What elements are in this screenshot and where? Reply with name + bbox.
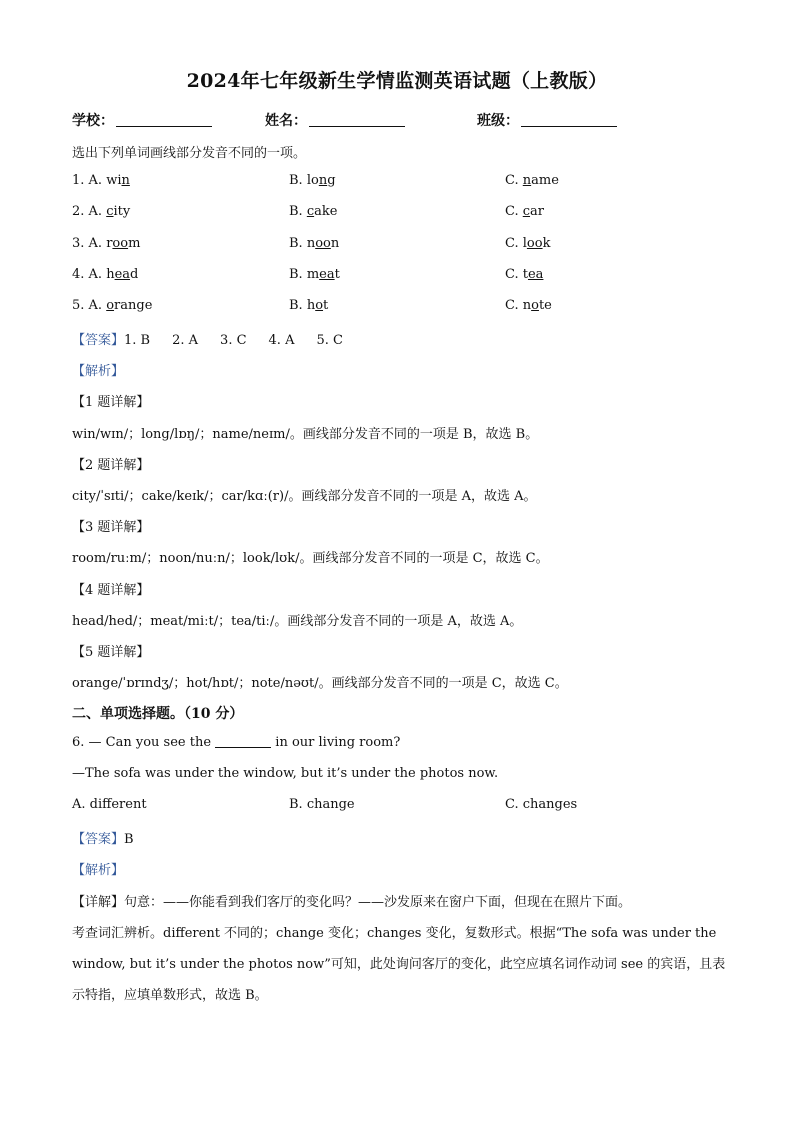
option-c: C. look xyxy=(505,236,551,251)
name-blank[interactable] xyxy=(309,112,405,127)
page-title: 2024年七年级新生学情监测英语试题（上教版） xyxy=(186,70,608,92)
detail6-line2: 考查词汇辨析。different 不同的；change 变化；changes 变化，复数形式。根据“The sofa was under the xyxy=(72,926,717,941)
detail6-line1: 【详解】句意：——你能看到我们客厅的变化吗？——沙发原来在窗户下面，但现在在照片下面。 xyxy=(72,895,632,910)
option-b: B. long xyxy=(289,173,336,188)
name-field: 姓名： xyxy=(265,110,405,130)
detail-head-2: 【2 题详解】 xyxy=(72,458,150,473)
detail-text-3: room/ruːm/；noon/nuːn/；look/lʊk/。画线部分发音不同的一项是 C，故选 C。 xyxy=(72,551,549,566)
class-field: 班级： xyxy=(477,110,617,130)
detail-head-1: 【1 题详解】 xyxy=(72,395,150,410)
section1-instruction: 选出下列单词画线部分发音不同的一项。 xyxy=(72,146,307,161)
detail-head-4: 【4 题详解】 xyxy=(72,583,150,598)
option-a: A. different xyxy=(72,797,147,812)
option-c: C. tea xyxy=(505,267,544,282)
option-a: 3. A. room xyxy=(72,236,141,251)
school-blank[interactable] xyxy=(116,112,212,127)
q6-stem: 6. — Can you see the in our living room? xyxy=(72,735,401,750)
q6-reply: —The sofa was under the window, but it’s under the photos now. xyxy=(72,766,499,781)
option-b: B. change xyxy=(289,797,355,812)
detail-text-5: orange/ˈɒrɪndʒ/；hot/hɒt/；note/nəʊt/。画线部分发音不同的一项是 C，故选 C。 xyxy=(72,676,568,691)
option-a: 1. A. win xyxy=(72,173,130,188)
detail-text-2: city/ˈsɪti/；cake/keɪk/；car/kɑː(r)/。画线部分发音不同的一项是 A，故选 A。 xyxy=(72,489,537,504)
detail-head-3: 【3 题详解】 xyxy=(72,520,150,535)
analysis-tag-6: 【解析】 xyxy=(72,863,125,878)
option-c: C. note xyxy=(505,298,552,313)
option-c: C. changes xyxy=(505,797,578,812)
option-b: B. cake xyxy=(289,204,338,219)
option-c: C. car xyxy=(505,204,544,219)
detail-head-5: 【5 题详解】 xyxy=(72,645,150,660)
section2-heading: 二、单项选择题。（10 分） xyxy=(72,706,244,722)
option-a: 2. A. city xyxy=(72,204,131,219)
option-b: B. meat xyxy=(289,267,340,282)
option-a: 4. A. head xyxy=(72,267,139,282)
option-b: B. hot xyxy=(289,298,329,313)
detail6-line3: window, but it’s under the photos now”可知，此处询问客厅的变化，此空应填名词作动词 see 的宾语，且表 xyxy=(72,957,726,972)
option-b: B. noon xyxy=(289,236,340,251)
class-blank[interactable] xyxy=(521,112,617,127)
answer-row-1: 【答案】1. B 2. A 3. C 4. A 5. C xyxy=(72,333,343,348)
q6-blank xyxy=(215,735,271,748)
school-field: 学校： xyxy=(72,110,212,130)
detail-text-1: win/wɪn/；long/lɒŋ/；name/neɪm/。画线部分发音不同的一项是 B，故选 B。 xyxy=(72,427,539,442)
option-c: C. name xyxy=(505,173,559,188)
answer-row-6: 【答案】B xyxy=(72,832,134,847)
analysis-tag: 【解析】 xyxy=(72,364,125,379)
option-a: 5. A. orange xyxy=(72,298,153,313)
detail-text-4: head/hed/；meat/miːt/；tea/tiː/。画线部分发音不同的一项是 A，故选 A。 xyxy=(72,614,523,629)
detail6-line4: 示特指，应填单数形式，故选 B。 xyxy=(72,988,268,1003)
